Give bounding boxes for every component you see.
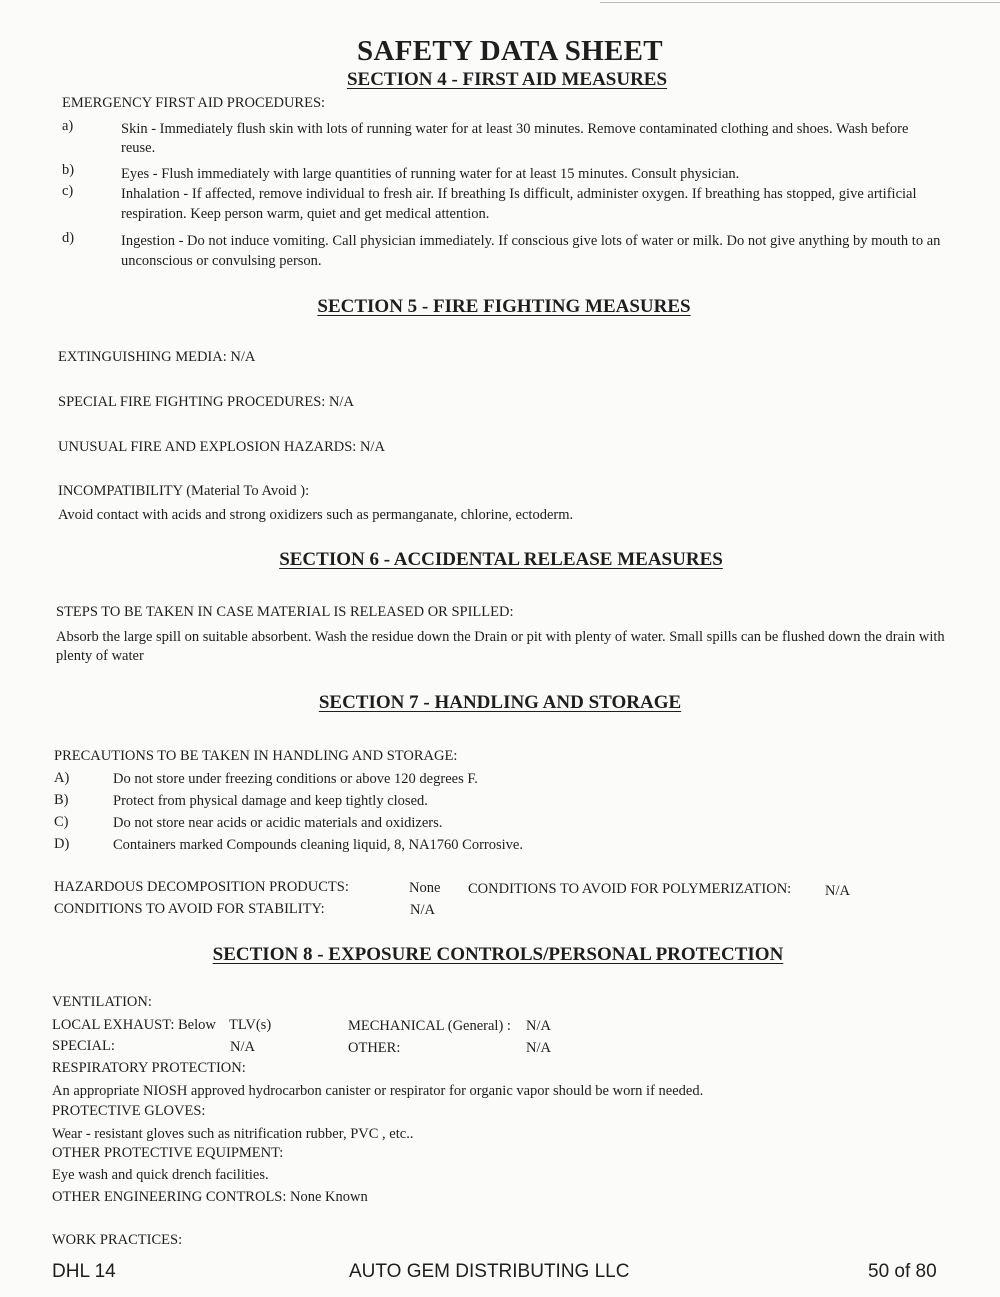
section-4-heading: SECTION 4 - FIRST AID MEASURES bbox=[346, 69, 668, 90]
list-marker-A: A) bbox=[54, 770, 70, 786]
local-exhaust-label: LOCAL EXHAUST: Below bbox=[52, 1017, 216, 1033]
special-label: SPECIAL: bbox=[52, 1038, 115, 1054]
stability-label: CONDITIONS TO AVOID FOR STABILITY: bbox=[54, 901, 325, 917]
first-aid-skin: Skin - Immediately flush skin with lots of running water for at least 30 minutes. Remove contaminated clothing and shoes. Wash before reuse. bbox=[121, 121, 909, 156]
polymerization-label: CONDITIONS TO AVOID FOR POLYMERIZATION: bbox=[468, 881, 792, 897]
respiratory-text: An appropriate NIOSH approved hydrocarbon canister or respirator for organic vapor should be worn if needed. bbox=[52, 1083, 704, 1099]
respiratory-label: RESPIRATORY PROTECTION: bbox=[52, 1060, 246, 1076]
gloves-label: PROTECTIVE GLOVES: bbox=[52, 1103, 206, 1119]
first-aid-ingestion: Ingestion - Do not induce vomiting. Call physician immediately. If conscious give lots of water or milk. Do not give anything by mouth to an unconscious or convulsing person. bbox=[121, 233, 941, 269]
storage-item-B: Protect from physical damage and keep tightly closed. bbox=[113, 793, 428, 809]
mechanical-label: MECHANICAL (General) : bbox=[348, 1018, 511, 1034]
section-6-heading: SECTION 6 - ACCIDENTAL RELEASE MEASURES bbox=[279, 549, 723, 570]
polymerization-value: N/A bbox=[825, 883, 850, 899]
list-marker-C: C) bbox=[54, 814, 69, 830]
hazardous-decomposition-label: HAZARDOUS DECOMPOSITION PRODUCTS: bbox=[54, 879, 349, 895]
gloves-text: Wear - resistant gloves such as nitrification rubber, PVC , etc.. bbox=[52, 1126, 414, 1142]
incompatibility-text: Avoid contact with acids and strong oxidizers such as permanganate, chlorine, ectoderm. bbox=[58, 507, 574, 523]
stability-value: N/A bbox=[410, 902, 435, 918]
ventilation-label: VENTILATION: bbox=[52, 994, 152, 1010]
work-practices-label: WORK PRACTICES: bbox=[52, 1232, 183, 1248]
other-label: OTHER: bbox=[348, 1040, 401, 1056]
footer-document-code: DHL 14 bbox=[52, 1261, 116, 1282]
list-marker-d: d) bbox=[62, 230, 75, 246]
extinguishing-media: EXTINGUISHING MEDIA: N/A bbox=[58, 349, 256, 365]
other-value: N/A bbox=[526, 1040, 551, 1056]
local-exhaust-value: TLV(s) bbox=[229, 1017, 272, 1033]
storage-item-D: Containers marked Compounds cleaning liquid, 8, NA1760 Corrosive. bbox=[113, 837, 523, 853]
list-marker-b: b) bbox=[62, 162, 75, 178]
equipment-label: OTHER PROTECTIVE EQUIPMENT: bbox=[52, 1145, 284, 1161]
list-marker-B: B) bbox=[54, 792, 69, 808]
release-steps-label: STEPS TO BE TAKEN IN CASE MATERIAL IS RELEASED OR SPILLED: bbox=[56, 604, 514, 620]
hazardous-decomposition-value: None bbox=[409, 880, 441, 896]
release-steps-text: Absorb the large spill on suitable absorbent. Wash the residue down the Drain or pit with plenty of water. Small spills can be flushed down the drain with plenty of water bbox=[56, 629, 945, 664]
first-aid-inhalation: Inhalation - If affected, remove individual to fresh air. If breathing Is difficult, administer oxygen. If breathing has stopped, give artificial respiration. Keep person warm, quiet and get medical attention. bbox=[121, 186, 917, 222]
section-8-heading: SECTION 8 - EXPOSURE CONTROLS/PERSONAL PROTECTION bbox=[212, 944, 784, 965]
footer-company-name: AUTO GEM DISTRIBUTING LLC bbox=[349, 1261, 630, 1282]
first-aid-eyes: Eyes - Flush immediately with large quantities of running water for at least 15 minutes. Consult physician. bbox=[121, 166, 740, 182]
list-marker-c: c) bbox=[62, 183, 74, 199]
equipment-text: Eye wash and quick drench facilities. bbox=[52, 1167, 269, 1183]
scan-edge-line bbox=[600, 2, 1000, 3]
special-value: N/A bbox=[230, 1039, 255, 1055]
list-marker-a: a) bbox=[62, 118, 74, 134]
engineering-controls: OTHER ENGINEERING CONTROLS: None Known bbox=[52, 1189, 368, 1205]
section-7-heading: SECTION 7 - HANDLING AND STORAGE bbox=[318, 692, 682, 713]
unusual-hazards: UNUSUAL FIRE AND EXPLOSION HAZARDS: N/A bbox=[58, 439, 385, 455]
footer-page-number: 50 of 80 bbox=[868, 1261, 937, 1282]
section-5-heading: SECTION 5 - FIRE FIGHTING MEASURES bbox=[317, 296, 691, 317]
incompatibility-label: INCOMPATIBILITY (Material To Avoid ): bbox=[58, 483, 310, 499]
mechanical-value: N/A bbox=[526, 1018, 551, 1034]
document-title: SAFETY DATA SHEET bbox=[357, 35, 663, 67]
storage-item-A: Do not store under freezing conditions or above 120 degrees F. bbox=[113, 771, 478, 787]
emergency-procedures-label: EMERGENCY FIRST AID PROCEDURES: bbox=[62, 95, 326, 111]
list-marker-D: D) bbox=[54, 836, 70, 852]
storage-item-C: Do not store near acids or acidic materials and oxidizers. bbox=[113, 815, 443, 831]
precautions-label: PRECAUTIONS TO BE TAKEN IN HANDLING AND STORAGE: bbox=[54, 748, 458, 764]
special-fire-procedures: SPECIAL FIRE FIGHTING PROCEDURES: N/A bbox=[58, 394, 354, 410]
